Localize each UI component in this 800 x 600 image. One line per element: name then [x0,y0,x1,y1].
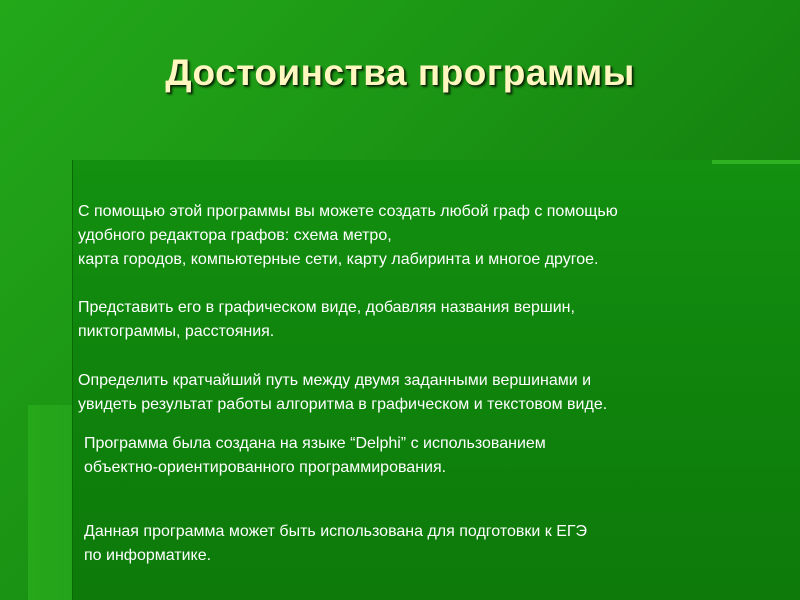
paragraph-graph-editor: С помощью этой программы вы можете создать любой граф с помощью удобного редактора графов: схема метро, карта городов, компьютерные сети, карту лабиринта и многое другое. [78,203,618,268]
paragraph-graphic-view: Представить его в графическом виде, добавляя названия вершин, пиктограммы, расстояния. [78,299,575,340]
panel-accent-strip [712,160,800,164]
paragraph-shortest-path: Определить кратчайший путь между двумя заданными вершинами и увидеть результат работы алгоритма в графическом и текстовом виде. [78,372,608,413]
paragraph-exam-prep: Данная программа может быть использована для подготовки к ЕГЭ по информатике. [84,523,588,564]
paragraph-delphi: Программа была создана на языке “Delphi” с использованием объектно-ориентированного программирования. [84,435,546,476]
slide-title: Достоинства программы [165,52,635,93]
